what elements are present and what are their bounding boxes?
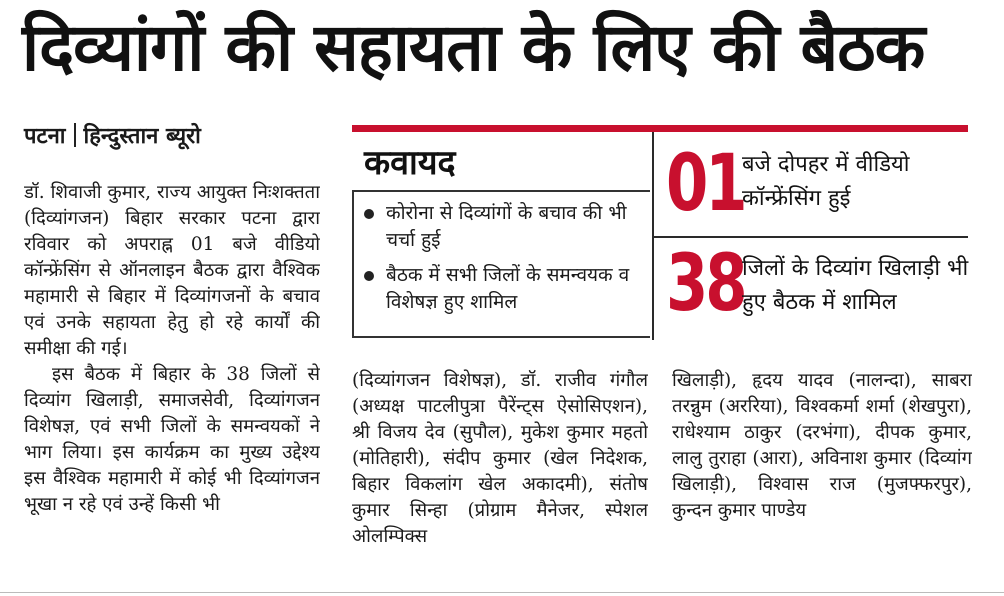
article-column-1	[24, 180, 320, 590]
sidebar-bullet-box	[352, 190, 650, 338]
fact-box	[666, 239, 969, 338]
dateline-source: हिन्दुस्तान ब्यूरो	[83, 124, 201, 149]
sidebar-bullet	[364, 262, 650, 316]
paragraph-2: इस बैठक में बिहार के 38 जिलों से दिव्यांग खिलाड़ी, समाजसेवी, दिव्यांगजन विशेषज्ञ, एवं सभी जिलों के समन्वयकों ने भाग लिया। इस कार्यक्रम का मुख्य उद्देश्य इस वैश्विक महामारी में कोई भी दिव्यांगजन भूखा न रहे एवं उन्हें किसी भी	[24, 364, 320, 515]
fact-number: 01	[666, 139, 745, 229]
sidebar-bullet-text: बैठक में सभी जिलों के समन्वयक व विशेषज्ञ हुए शामिल	[386, 264, 630, 313]
dateline-separator	[74, 123, 76, 147]
article-column-3	[672, 368, 972, 594]
paragraph-1: डॉ. शिवाजी कुमार, राज्य आयुक्त निःशक्तता (दिव्यांगजन) बिहार सरकार पटना द्वारा रविवार को अपराह्न 01 बजे वीडियो कॉन्फ्रेंसिंग से ऑनलाइन बैठक द्वारा वैश्विक महामारी से बिहार में दिव्यांगजनों के बचाव एवं उनके सहायता हेतु हो रहे कार्यों की समीक्षा की गई।	[24, 182, 320, 359]
sidebar-bullet-text: कोरोना से दिव्यांगों के बचाव की भी चर्चा हुई	[386, 202, 627, 251]
column-2-text: (दिव्यांगजन विशेषज्ञ), डॉ. राजीव गंगौल (अध्यक्ष पाटलीपुत्रा पैरेंन्ट्स ऐसोसिएशन), श्री विजय देव (सुपौल), मुकेश कुमार महतो (मोतिहारी), संदीप कुमार (खेल निदेशक, बिहार विकलांग खेल अकादमी), संतोष कुमार सिन्हा (प्रोग्राम मैनेजर, स्पेशल ओलम्पिक्स	[352, 370, 648, 547]
dateline	[24, 120, 201, 150]
fact-text: जिलों के दिव्यांग खिलाड़ी भी हुए बैठक में शामिल	[742, 256, 969, 315]
sidebar-bullet	[364, 200, 650, 254]
dateline-place: पटना	[24, 124, 66, 149]
bullet-dot-icon	[364, 209, 374, 219]
headline: दिव्यांगों की सहायता के लिए की बैठक	[22, 9, 925, 86]
fact-number: 38	[666, 239, 745, 329]
fact-box	[666, 139, 966, 232]
column-3-text: खिलाड़ी), हृदय यादव (नालन्दा), साबरा तरन्नुम (अररिया), विश्वकर्मा शर्मा (शेखपुरा), राधेश्याम ठाकुर (दरभंगा), दीपक कुमार, लालु तुराहा (आरा), अविनाश कुमार (दिव्यांग खिलाड़ी), विश्वास राज (मुजफ्फरपुर), कुन्दन कुमार पाण्डेय	[672, 370, 972, 521]
bullet-dot-icon	[364, 271, 374, 281]
article-column-2	[352, 368, 648, 594]
fact-text: बजे दोपहर में वीडियो कॉन्फ्रेंसिंग हुई	[742, 152, 910, 211]
bottom-edge-rule	[0, 592, 1004, 593]
facts-divider	[654, 236, 968, 238]
sidebar-title: कवायद	[364, 143, 456, 183]
sidebar-top-rule	[352, 125, 968, 132]
